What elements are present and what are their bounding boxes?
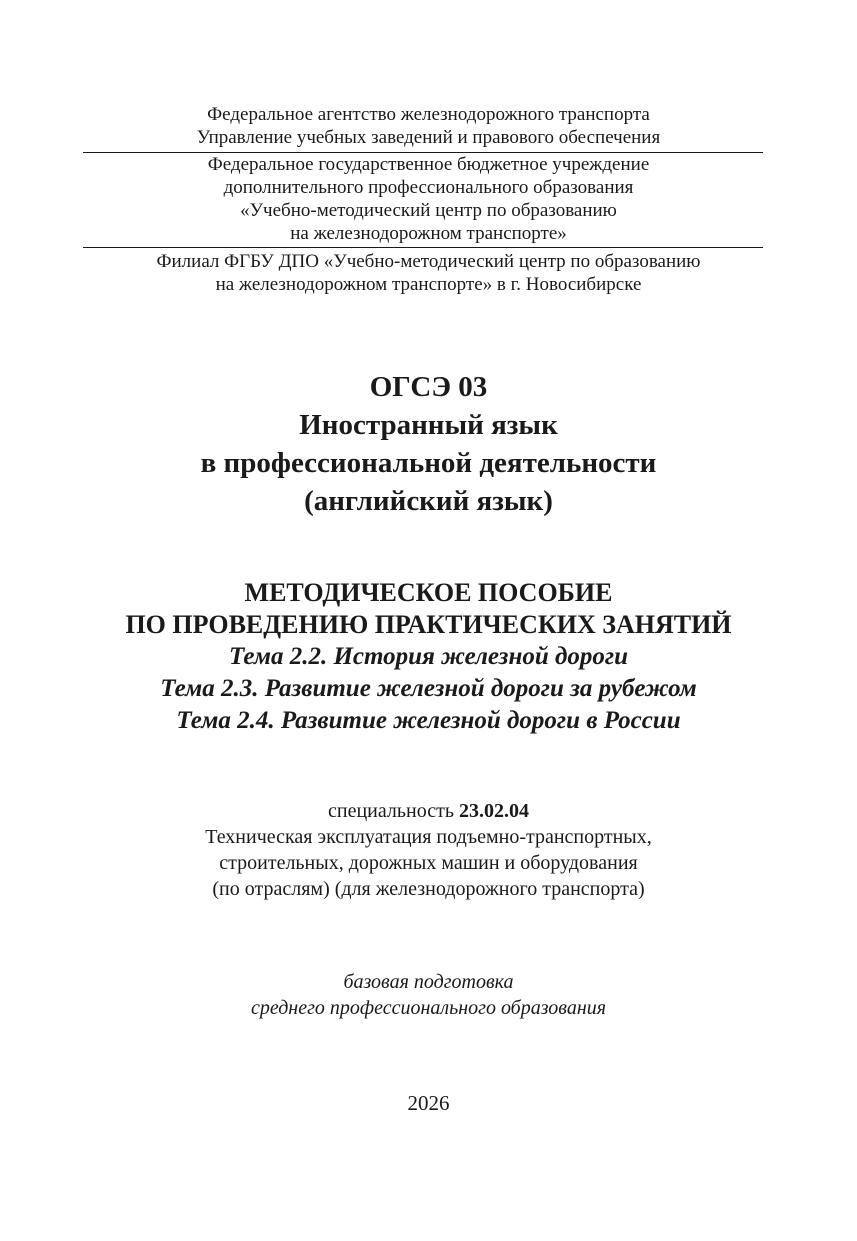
institution-line: Федеральное государственное бюджетное учреждение xyxy=(207,154,650,175)
specialty-code: 23.02.04 xyxy=(458,800,529,822)
specialty-label: специальность xyxy=(328,800,454,822)
specialty-heading xyxy=(0,798,857,824)
specialty-description-line: строительных, дорожных машин и оборудования xyxy=(219,852,638,874)
specialty-description-line: Техническая эксплуатация подъемно-транспортных, xyxy=(205,826,652,848)
course-title-line: в профессиональной деятельности xyxy=(200,447,657,479)
course-title-line: Иностранный язык xyxy=(299,409,558,441)
course-title-block xyxy=(0,368,857,520)
institution-line: дополнительного профессионального образования xyxy=(223,177,634,198)
branch-block xyxy=(0,250,857,296)
manual-title-line: ПО ПРОВЕДЕНИЮ ПРАКТИЧЕСКИХ ЗАНЯТИЙ xyxy=(125,610,732,639)
training-level-line: базовая подготовка xyxy=(343,971,514,993)
topic-line: Тема 2.4. Развитие железной дороги в России xyxy=(176,707,681,734)
specialty-description-line: (по отраслям) (для железнодорожного транспорта) xyxy=(212,878,645,900)
branch-line: на железнодорожном транспорте» в г. Новосибирске xyxy=(215,274,642,295)
header-agency-block xyxy=(0,103,857,149)
topic-line: Тема 2.3. Развитие железной дороги за рубежом xyxy=(160,675,697,702)
institution-line: «Учебно-методический центр по образованию xyxy=(240,200,617,221)
training-level-block xyxy=(0,969,857,1021)
course-title-line: (английский язык) xyxy=(304,485,553,517)
department-name: Управление учебных заведений и правового обеспечения xyxy=(196,127,661,148)
topic-line: Тема 2.2. История железной дороги xyxy=(228,643,629,670)
institution-line: на железнодорожном транспорте» xyxy=(290,223,567,244)
training-level-line: среднего профессионального образования xyxy=(250,997,607,1019)
branch-line: Филиал ФГБУ ДПО «Учебно-методический центр по образованию xyxy=(156,251,701,272)
manual-title-line: МЕТОДИЧЕСКОЕ ПОСОБИЕ xyxy=(244,578,613,607)
institution-block xyxy=(0,153,857,245)
agency-name: Федеральное агентство железнодорожного транспорта xyxy=(207,104,650,125)
specialty-block xyxy=(0,798,857,902)
header-divider-2 xyxy=(83,247,763,248)
course-code: ОГСЭ 03 xyxy=(369,371,488,403)
manual-title-block xyxy=(0,577,857,737)
publication-year: 2026 xyxy=(407,1091,450,1115)
